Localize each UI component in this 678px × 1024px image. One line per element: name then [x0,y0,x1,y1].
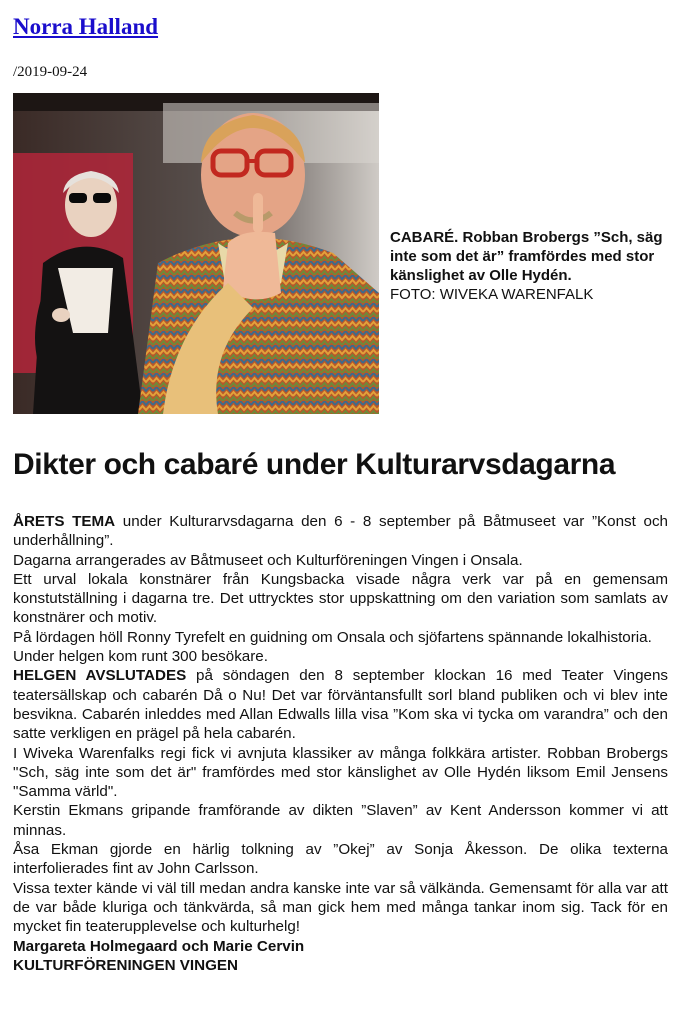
paragraph [13,840,668,879]
paragraph-text: Under helgen kom runt 300 besökare. [13,648,268,666]
article-headline: Dikter och cabaré under Kulturarvsdagarna [13,448,616,481]
paragraph-text: på söndagen den 8 september klockan 16 med Teater Vingens teatersällskap och cabarén Då o Nu! Det var förväntansfullt sorl bland publiken och vi blev inte besvikna. Cabarén inleddes med Allan Edwalls lilla visa ”Kom ska vi tycka om varandra” och den satte verkligen en prägel på hela cabarén. [13,667,668,743]
paragraph-text: Vissa texter kände vi väl till medan andra kanske inte var så välkända. Gemensamt för alla var att de var både kluriga och tänkvärda, så man gick hem med många tankar inom sig. Tack för en mycket fin teaterupplevelse och kulturhelg! [13,879,668,936]
paragraph [13,570,668,628]
paragraph-text: Ett urval lokala konstnärer från Kungsbacka visade några verk var på en gemensam konstutställning i dagarna tre. Det uttrycktes stor uppskattning om den variation som samlats av konstnärer och motiv. [13,570,668,627]
photo-caption [390,228,672,304]
caption-text: CABARÉ. Robban Brobergs ”Sch, säg inte som det är” framfördes med stor känslighet av Olle Hydén. [390,229,663,284]
paragraph-text: Dagarna arrangerades av Båtmuseet och Kulturföreningen Vingen i Onsala. [13,551,523,569]
paragraph [13,744,668,802]
paragraph [13,647,668,666]
paragraph [13,801,668,840]
paragraph-text: Kerstin Ekmans gripande framförande av dikten ”Slaven” av Kent Andersson kommer vi att minnas. [13,802,668,839]
paragraph-lead: HELGEN AVSLUTADES [13,667,187,685]
masthead-title[interactable]: Norra Halland [13,14,159,39]
signature-organization: KULTURFÖRENINGEN VINGEN [13,956,239,974]
paragraph-text: Åsa Ekman gjorde en härlig tolkning av ”Okej” av Sonja Åkesson. De olika texterna interfolierades fint av John Carlsson. [13,841,668,878]
article-photo [13,93,379,414]
article-body [13,512,668,975]
paragraph [13,666,668,743]
publication-date: /2019-09-24 [13,64,88,80]
paragraph-lead: ÅRETS TEMA [13,513,116,530]
photo-credit: FOTO: WIVEKA WARENFALK [390,286,594,303]
paragraph-text: I Wiveka Warenfalks regi fick vi avnjuta klassiker av många folkkära artister. Robban Brobergs "Sch, säg inte som det är" framfördes med stor känslighet av Olle Hydén liksom Emil Jensens "Samma värld". [13,744,668,801]
paragraph [13,879,668,937]
paragraph-text: På lördagen höll Ronny Tyrefelt en guidning om Onsala och sjöfartens spännande lokalhistoria. [13,628,652,646]
paragraph [13,551,668,570]
paragraph [13,512,668,551]
paragraph [13,628,668,647]
paragraph-text: under Kulturarvsdagarna den 6 - 8 september på Båtmuseet var ”Konst och underhållning”. [13,513,668,550]
signature-authors: Margareta Holmegaard och Marie Cervin [13,937,305,955]
